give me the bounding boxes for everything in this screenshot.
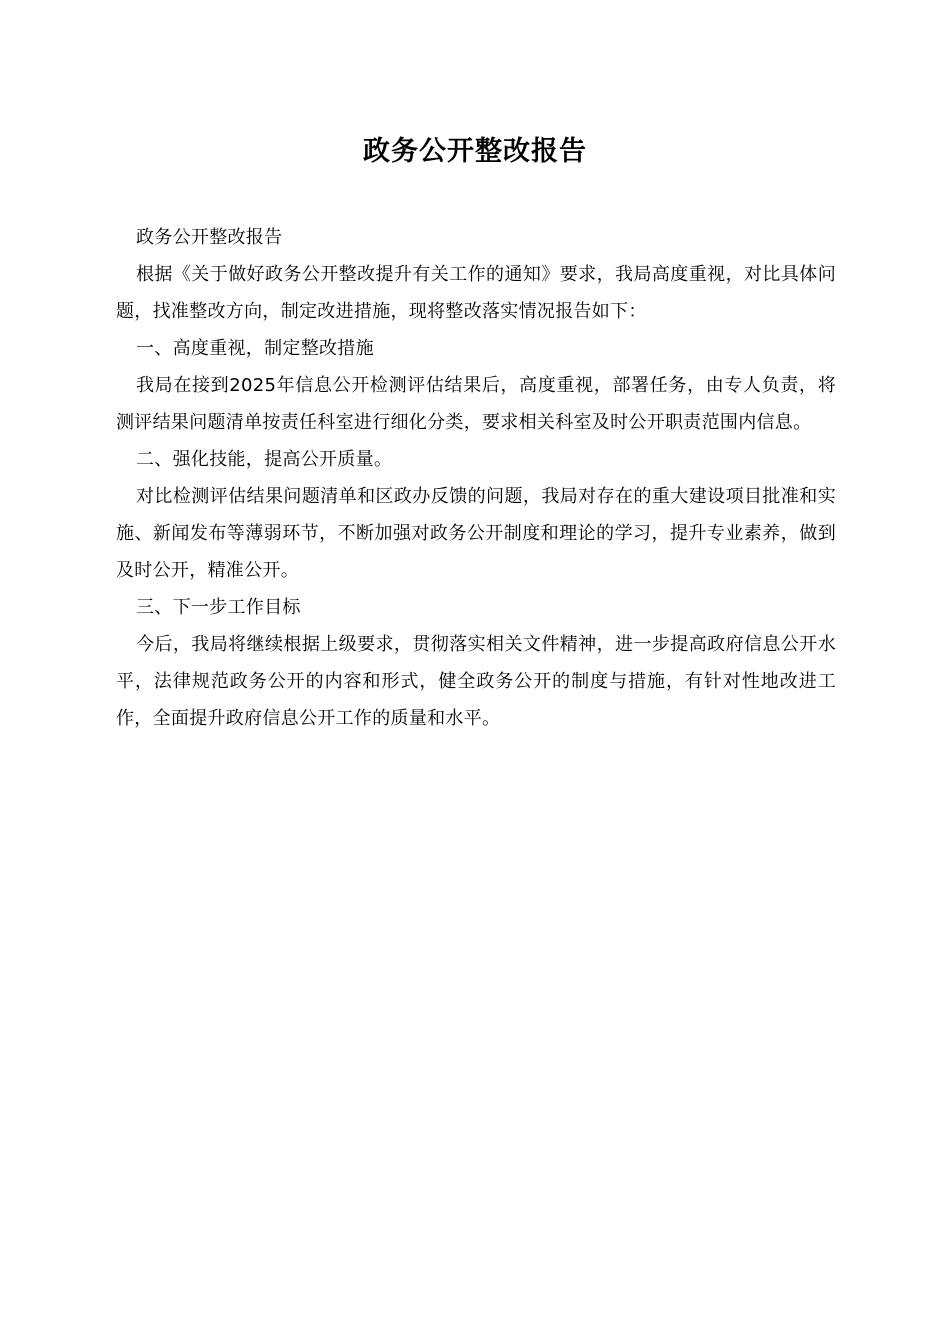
section-heading-2: 二、强化技能，提高公开质量。 — [136, 449, 393, 470]
document-body — [116, 219, 836, 737]
paragraph-intro: 根据《关于做好政务公开整改提升有关工作的通知》要求，我局高度重视，对比具体问题，找准整改方向，制定改进措施，现将整改落实情况报告如下： — [116, 264, 836, 322]
paragraph-subtitle: 政务公开整改报告 — [136, 227, 283, 248]
paragraph-section-3: 今后，我局将继续根据上级要求，贯彻落实相关文件精神，进一步提高政府信息公开水平，法律规范政务公开的内容和形式，健全政务公开的制度与措施，有针对性地改进工作，全面提升政府信息公开工作的质量和水平。 — [116, 634, 836, 729]
paragraph-section-2: 对比检测评估结果问题清单和区政办反馈的问题，我局对存在的重大建设项目批准和实施、新闻发布等薄弱环节，不断加强对政务公开制度和理论的学习，提升专业素养，做到及时公开，精准公开。 — [116, 486, 836, 581]
paragraph-section-1: 我局在接到2025年信息公开检测评估结果后，高度重视，部署任务，由专人负责，将测评结果问题清单按责任科室进行细化分类，要求相关科室及时公开职责范围内信息。 — [116, 375, 836, 433]
document-title: 政务公开整改报告 — [363, 136, 587, 167]
section-heading-1: 一、高度重视，制定整改措施 — [136, 338, 374, 359]
section-heading-3: 三、下一步工作目标 — [136, 597, 301, 618]
